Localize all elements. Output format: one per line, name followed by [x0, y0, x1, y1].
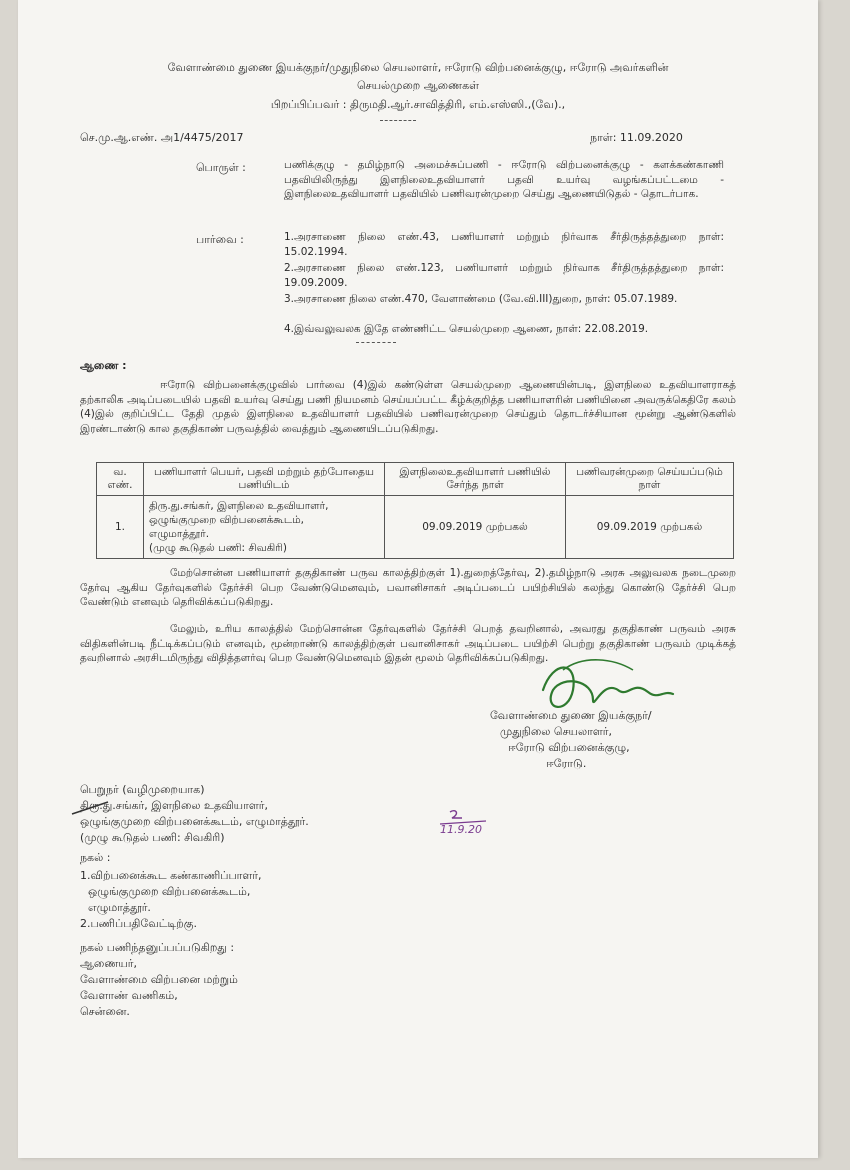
- signature-designation-2: முதுநிலை செயலாளர்,: [500, 725, 613, 738]
- probation-extension-paragraph: மேலும், உரிய காலத்தில் மேற்சொன்ன தேர்வுகளில் தேர்ச்சி பெறத் தவறினால், அவரது தகுதிகாண் பருவம் அரசு விதிகளின்படி நீட்டிக்கப்படும் எனவும், மூன்றாண்டு காலத்திற்குள் பவானிசாகர் அடிப்படை பயிற்சி பெற்று தகுதிகாண் பருவம் முடிக்கத் தவறினால் அரசிடமிருந்து விதித்தளர்வு பெற வேண்டுமெனவும் இதன் மூலம் தெரிவிக்கப்படுகிறது.: [80, 623, 736, 664]
- cell-regularized-date: 09.09.2019 முற்பகல்: [566, 496, 734, 559]
- order-date: நாள்: 11.09.2020: [590, 131, 683, 144]
- employee-line: ஒழுங்குமுறை விற்பனைக்கூடம்,: [149, 514, 304, 526]
- employee-line: (முழு கூடுதல் பணி: சிவகிரி): [149, 542, 287, 554]
- references-divider: [356, 342, 396, 343]
- subject-text: பணிக்குழு - தமிழ்நாடு அமைச்சுப்பணி - ஈரோடு விற்பனைக்குழு - களக்கண்காணி பதவியிலிருந்து இளநிலைஉதவியாளர் பதவி உயர்வு வழங்கப்பட்டமை - இளநிலைஉதவியாளர் பதவியில் பணிவரன்முறை செய்து ஆணையிடுதல் - தொடர்பாக.: [284, 159, 724, 200]
- reference-item-1: 1.அரசாணை நிலை எண்.43, பணியாளர் மற்றும் நிர்வாக சீர்திருத்தத்துறை நாள்: 15.02.1994.: [284, 231, 724, 258]
- recipient-line: திரு.து.சங்கர், இளநிலை உதவியாளர்,: [80, 799, 269, 812]
- signature-designation-4: ஈரோடு.: [546, 757, 587, 770]
- cell-employee: [144, 496, 385, 559]
- submitted-line: வேளாண்மை விற்பனை மற்றும்: [80, 973, 238, 986]
- handwritten-received-note: [436, 808, 496, 846]
- submitted-line: ஆணையர்,: [80, 957, 137, 970]
- recipient-line: (முழு கூடுதல் பணி: சிவகிரி): [80, 831, 225, 844]
- document-page: [18, 0, 818, 1158]
- exam-requirement-paragraph: மேற்சொன்ன பணியாளர் தகுதிகாண் பருவ காலத்திற்குள் 1).துறைத்தேர்வு, 2).தமிழ்நாடு அரசு அலுவலக நடைமுறை தேர்வு ஆகிய தேர்வுகளில் தேர்ச்சி பெற வேண்டுமெனவும், பவானிசாகர் அடிப்படைப் பயிற்சியில் கலந்து கொண்டு தேர்ச்சி பெற வேண்டும் எனவும் தெரிவிக்கப்படுகிறது.: [80, 567, 736, 608]
- table-header-row: [97, 463, 734, 496]
- ref-number: செ.மு.ஆ.எண். அ1/4475/2017: [80, 131, 244, 144]
- reference-item-2: 2.அரசாணை நிலை எண்.123, பணியாளர் மற்றும் நிர்வாக சீர்திருத்தத்துறை நாள்: 19.09.2009.: [284, 262, 724, 289]
- appointment-table: [96, 462, 734, 559]
- col-header-regularized: பணிவரன்முறை செய்யப்படும் நாள்: [566, 463, 734, 496]
- copy-label: நகல் :: [80, 851, 111, 864]
- col-header-name: பணியாளர் பெயர், பதவி மற்றும் தற்போதைய பணியிடம்: [144, 463, 385, 496]
- submitted-line: சென்னை.: [80, 1005, 130, 1018]
- references-label: பார்வை :: [196, 233, 244, 246]
- reference-item-4: 4.இவ்வலுவலக இதே எண்ணிட்ட செயல்முறை ஆணை, நாள்: 22.08.2019.: [284, 323, 649, 335]
- order-paragraph: ஈரோடு விற்பனைக்குழுவில் பார்வை (4)இல் கண்டுள்ள செயல்முறை ஆணையின்படி, இளநிலை உதவியாளராகத் தற்காலிக அடிப்படையில் பதவி உயர்வு செய்து பணி நியமனம் செய்யப்பட்ட கீழ்க்குறித்த பணியாளரின் பணியினை அவருக்கெதிரே கலம் (4)இல் குறிப்பிட்ட தேதி முதல் இளநிலை உதவியாளர் பதவியில் பணிவரன்முறை செய்தும் தொடர்ச்சியான மூன்று ஆண்டுகளில் இரண்டாண்டு கால தகுதிகாண் பருவத்தில் வைத்தும் ஆணையிடப்படுகிறது.: [80, 379, 736, 435]
- header-line-2: செயல்முறை ஆணைகள்: [356, 79, 480, 92]
- submitted-line: வேளாண் வணிகம்,: [80, 989, 178, 1002]
- handwritten-date: 11.9.20: [440, 823, 482, 836]
- employee-line: எழுமாத்தூர்.: [149, 528, 210, 540]
- copy-line: எழுமாத்தூர்.: [88, 901, 151, 914]
- cell-sno: 1.: [97, 496, 144, 559]
- copy-line: ஒழுங்குமுறை விற்பனைக்கூடம்,: [88, 885, 251, 898]
- reference-item-3: 3.அரசாணை நிலை எண்.470, வேளாண்மை (வே.வி.III)துறை, நாள்: 05.07.1989.: [284, 293, 678, 305]
- header-line-1: வேளாண்மை துணை இயக்குநர்/முதுநிலை செயலாளர், ஈரோடு விற்பனைக்குழு, ஈரோடு அவர்களின்: [167, 61, 669, 74]
- order-label: ஆணை :: [80, 359, 127, 372]
- tick-mark: [70, 800, 110, 820]
- submitted-label: நகல் பணிந்தனுப்பப்படுகிறது :: [80, 941, 235, 954]
- header-divider: [380, 120, 416, 121]
- subject-label: பொருள் :: [196, 161, 246, 174]
- recipient-label: பெறுநர் (வழிமுறையாக): [80, 783, 205, 796]
- recipient-line: ஒழுங்குமுறை விற்பனைக்கூடம், எழுமாத்தூர்.: [80, 815, 309, 828]
- col-header-joined: இளநிலைஉதவியாளர் பணியில் சேர்ந்த நாள்: [385, 463, 566, 496]
- copy-line: 2.பணிப்பதிவேட்டிற்கு.: [80, 917, 197, 930]
- signature-designation-3: ஈரோடு விற்பனைக்குழு,: [508, 741, 630, 754]
- cell-joined-date: 09.09.2019 முற்பகல்: [385, 496, 566, 559]
- copy-line: 1.விற்பனைக்கூட கண்காணிப்பாளர்,: [80, 869, 262, 882]
- signature-designation-1: வேளாண்மை துணை இயக்குநர்/: [490, 709, 652, 722]
- header-line-3: பிறப்பிப்பவர் : திருமதி.ஆர்.சாவித்திரி, எம்.எஸ்ஸி.,(வே).,: [270, 98, 566, 111]
- table-row: [97, 496, 734, 559]
- col-header-sno: வ. எண்.: [97, 463, 144, 496]
- employee-line: திரு.து.சங்கர், இளநிலை உதவியாளர்,: [149, 500, 329, 512]
